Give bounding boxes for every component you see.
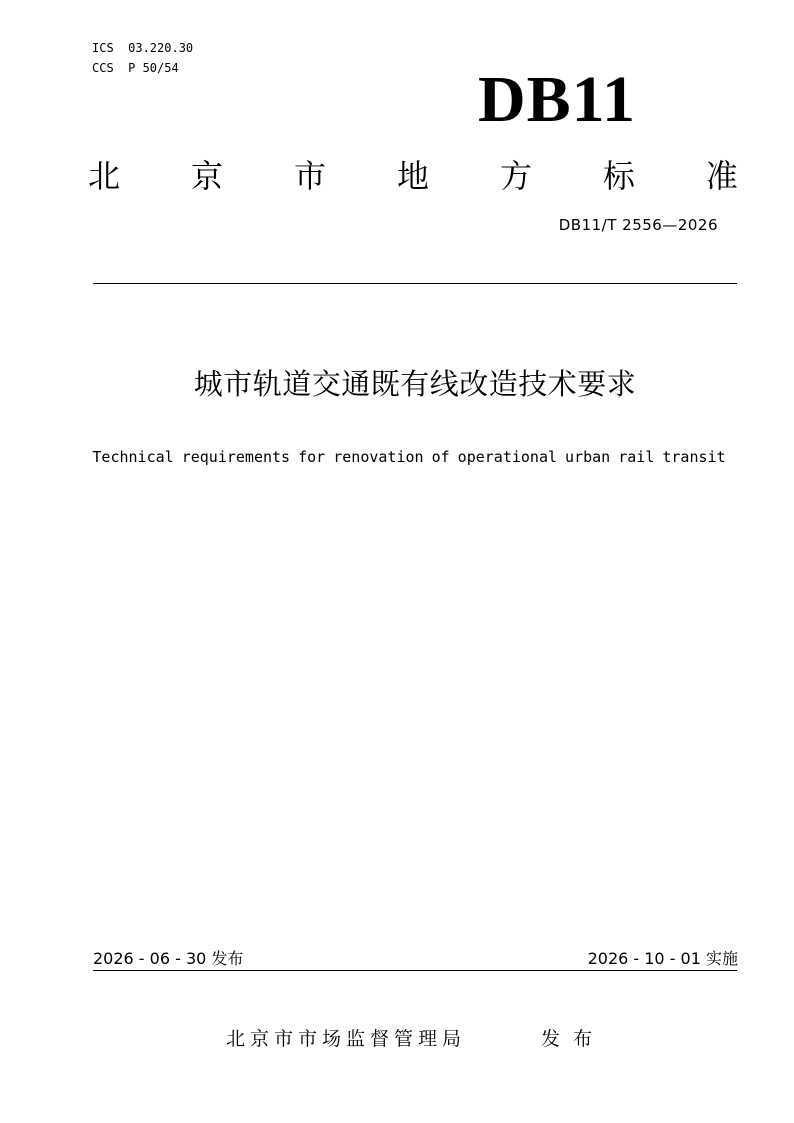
ccs-code: CCS P 50/54 xyxy=(92,61,179,75)
header-divider xyxy=(93,283,737,284)
standard-type-char: 准 xyxy=(705,157,738,195)
footer-divider xyxy=(93,970,737,971)
chinese-title: 城市轨道交通既有线改造技术要求 xyxy=(193,367,637,401)
standard-number: DB11/T 2556—2026 xyxy=(558,216,718,234)
db11-logo: DB11 xyxy=(478,63,637,136)
standard-type-heading xyxy=(88,150,738,198)
english-title: Technical requirements for renovation of operational urban rail transit xyxy=(92,448,726,466)
issuer-action: 发布 xyxy=(541,1028,606,1050)
issuing-authority: 北京市市场监督管理局 xyxy=(226,1028,467,1050)
ics-code: ICS 03.220.30 xyxy=(92,41,194,55)
classification-codes xyxy=(92,38,193,78)
issue-date: 2026 - 06 - 30 发布 xyxy=(93,949,244,968)
standard-type-char: 方 xyxy=(499,157,532,195)
standard-type-char: 京 xyxy=(190,157,223,195)
implementation-date: 2026 - 10 - 01 实施 xyxy=(587,949,738,968)
standard-type-char: 地 xyxy=(396,157,429,195)
standard-type-char: 标 xyxy=(602,157,635,195)
standard-type-char: 北 xyxy=(88,157,121,195)
standard-type-char: 市 xyxy=(293,157,326,195)
